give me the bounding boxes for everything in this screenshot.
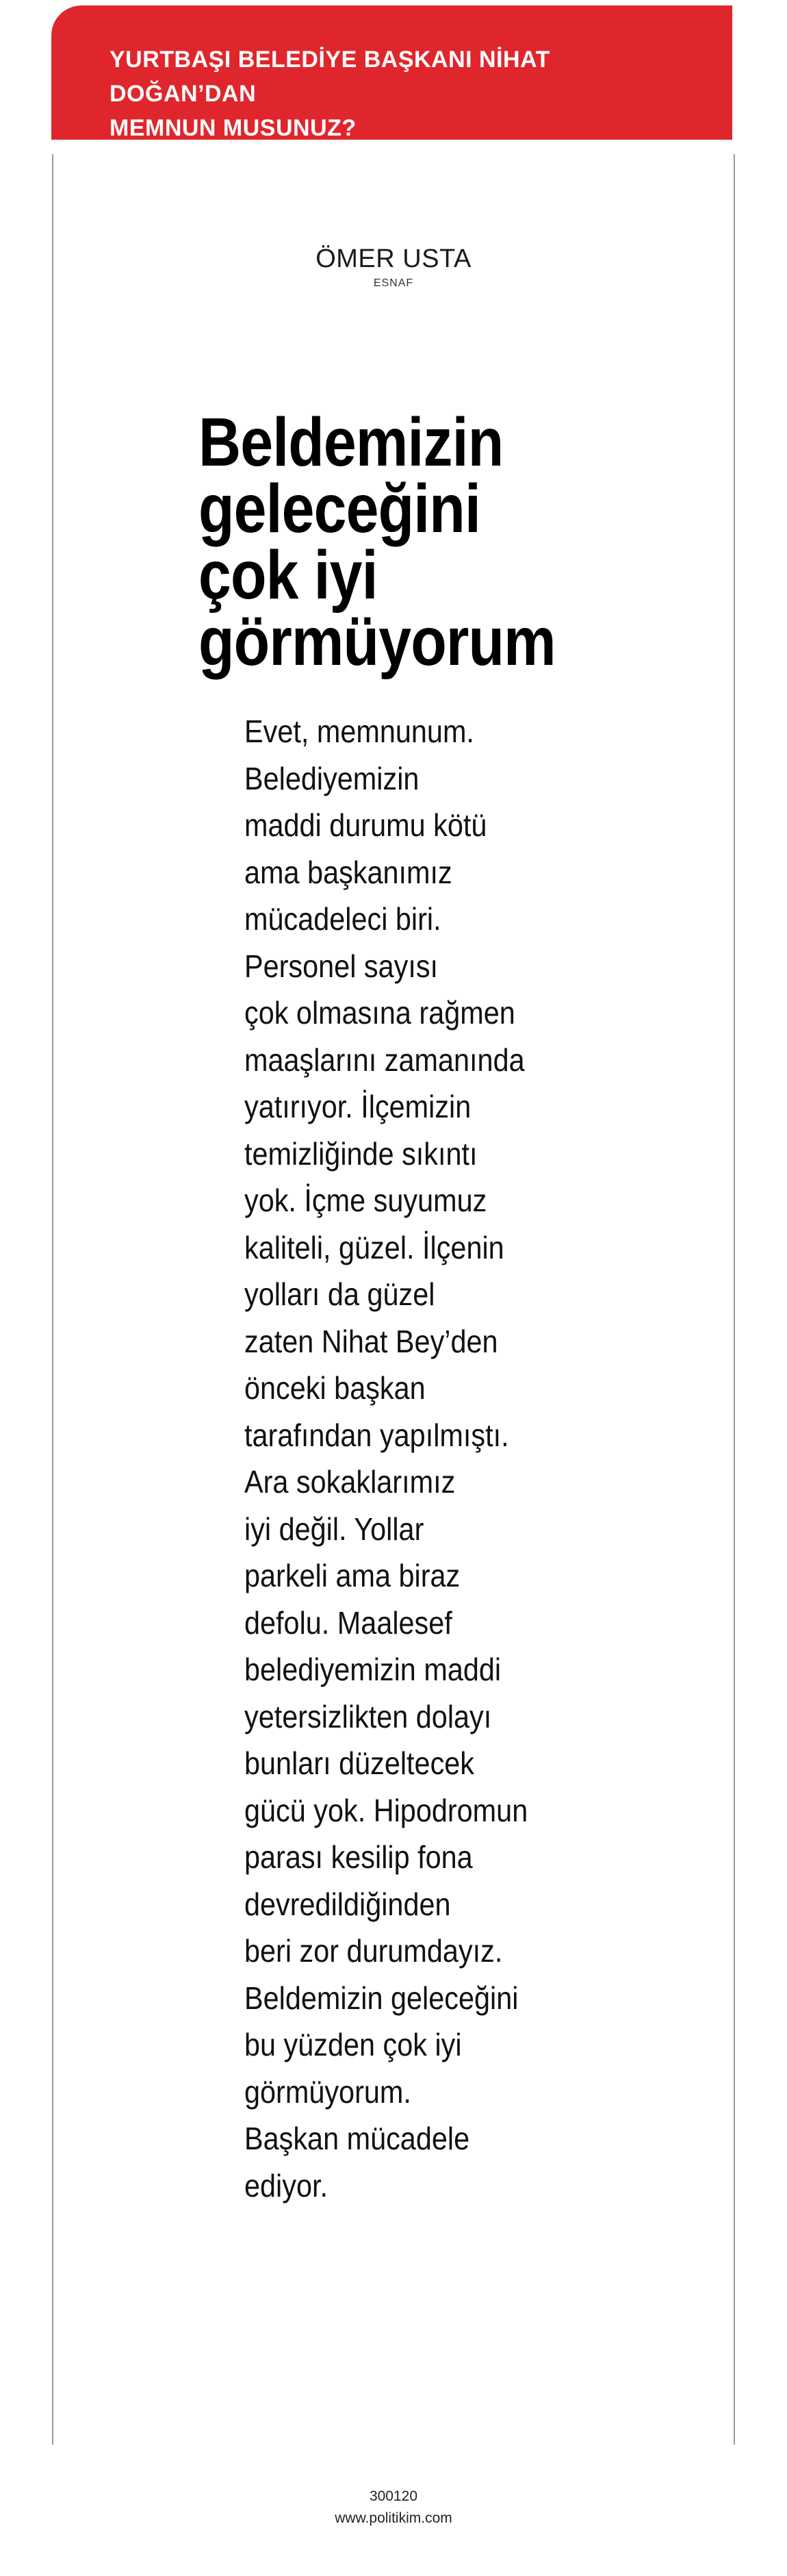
body-line: yolları da güzel [244, 1276, 435, 1312]
body-line: bunları düzeltecek [244, 1745, 475, 1781]
body-line: mücadeleci biri. [244, 901, 441, 937]
body-line: çok olmasına rağmen [244, 995, 515, 1031]
body-line: kaliteli, güzel. İlçenin [244, 1229, 504, 1265]
body-line: Personel sayısı [244, 948, 439, 984]
body-line: Belediyemizin [244, 760, 420, 796]
respondent-byline [0, 244, 787, 292]
respondent-role: ESNAF [373, 277, 414, 289]
respondent-name: ÖMER USTA [315, 244, 472, 273]
body-line: zaten Nihat Bey’den [244, 1323, 498, 1359]
body-line: tarafından yapılmıştı. [244, 1417, 509, 1453]
article-body [244, 708, 565, 2209]
body-line: defolu. Maalesef [244, 1604, 452, 1641]
headline-line: Beldemizin [198, 404, 504, 481]
body-line: iyi değil. Yollar [244, 1511, 424, 1547]
body-line: maddi durumu kötü [244, 807, 487, 843]
page-footer [0, 2486, 787, 2529]
body-line: bu yüzden çok iyi [244, 2027, 462, 2062]
body-line: Ara sokaklarımız [244, 1464, 456, 1500]
body-line: yetersizlikten dolayı [244, 1698, 492, 1734]
body-line: gücü yok. Hipodromun [244, 1792, 528, 1828]
body-line: parkeli ama biraz [244, 1558, 461, 1593]
left-frame-divider [52, 154, 53, 2445]
body-line: önceki başkan [244, 1370, 426, 1406]
right-frame-divider [734, 154, 735, 2445]
body-line: Başkan mücadele [244, 2121, 470, 2156]
body-line: ediyor. [244, 2167, 328, 2204]
question-banner [51, 5, 732, 140]
body-line: görmüyorum. [244, 2073, 411, 2110]
headline-line: çok iyi [198, 537, 378, 614]
body-line: Evet, memnunum. [244, 714, 474, 749]
footer-website: www.politikim.com [335, 2510, 452, 2526]
banner-title-line-2: MEMNUN MUSUNUZ? [109, 115, 357, 141]
body-line: yatırıyor. İlçemizin [244, 1089, 472, 1124]
body-line: belediyemizin maddi [244, 1652, 502, 1687]
headline-line: geleceğini [198, 470, 480, 547]
body-line: parası kesilip fona [244, 1839, 473, 1875]
body-line: temizliğinde sıkıntı [244, 1135, 478, 1172]
body-line: devredildiğinden [244, 1886, 451, 1922]
banner-title [109, 42, 691, 145]
body-line: Beldemizin geleceğini [244, 1980, 519, 2016]
body-line: maaşlarını zamanında [244, 1041, 525, 1078]
banner-title-line-1: YURTBAŞI BELEDİYE BAŞKANI NİHAT DOĞAN’DAN [109, 47, 550, 107]
body-line: yok. İçme suyumuz [244, 1183, 487, 1218]
article-headline [198, 404, 610, 680]
headline-line: görmüyorum [198, 603, 556, 680]
body-line: ama başkanımız [244, 854, 452, 890]
body-line: beri zor durumdayız. [244, 1933, 503, 1969]
footer-code: 300120 [369, 2488, 418, 2504]
